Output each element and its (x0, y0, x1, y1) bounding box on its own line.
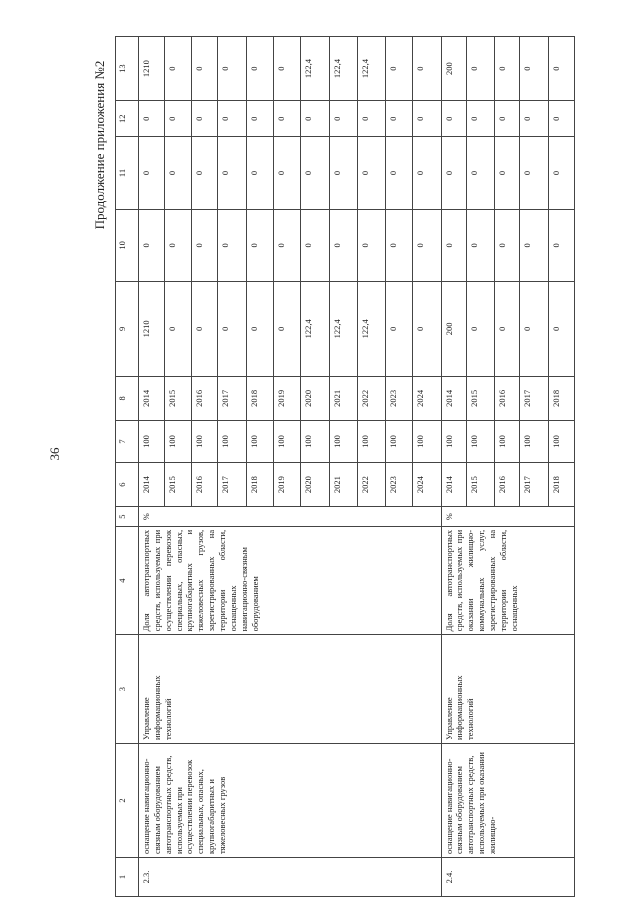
cell-c10: 0 (549, 209, 575, 281)
cell-c13: 0 (246, 37, 273, 101)
cell-c9: 0 (246, 282, 273, 377)
cell-y: 2019 (273, 462, 300, 507)
cell-c11: 0 (329, 137, 358, 209)
cell-y: 2021 (329, 462, 358, 507)
cell-c13: 0 (549, 37, 575, 101)
cell-y2: 2014 (138, 376, 164, 421)
cell-c9: 0 (217, 282, 246, 377)
cell-base: 100 (246, 421, 273, 463)
unit-cell: % (138, 507, 441, 526)
measure-name: оснащение навигационно-связным оборудованием автотранспортных средств, используемых при осуществлении перевозок специальных, опасных, крупногабаритных и тяжеловесных грузов (138, 743, 441, 857)
cell-c9: 122,4 (301, 282, 330, 377)
cell-c9: 0 (549, 282, 575, 377)
cell-c10: 0 (164, 209, 191, 281)
cell-base: 100 (329, 421, 358, 463)
cell-c10: 0 (467, 209, 494, 281)
cell-c13: 0 (164, 37, 191, 101)
cell-y2: 2014 (441, 376, 467, 421)
cell-c10: 0 (192, 209, 218, 281)
cell-c12: 0 (138, 101, 164, 137)
cell-c12: 0 (520, 101, 549, 137)
cell-y2: 2024 (412, 376, 441, 421)
cell-c11: 0 (301, 137, 330, 209)
cell-c12: 0 (412, 101, 441, 137)
table-row (138, 37, 164, 897)
cell-c12: 0 (385, 101, 412, 137)
cell-c10: 0 (273, 209, 300, 281)
cell-c10: 0 (246, 209, 273, 281)
cell-c11: 0 (467, 137, 494, 209)
cell-c11: 0 (192, 137, 218, 209)
cell-c9: 0 (273, 282, 300, 377)
column-header: 1 (116, 858, 139, 897)
cell-base: 100 (301, 421, 330, 463)
cell-c11: 0 (385, 137, 412, 209)
cell-c13: 0 (412, 37, 441, 101)
cell-c12: 0 (329, 101, 358, 137)
cell-c13: 0 (467, 37, 494, 101)
cell-c9: 122,4 (329, 282, 358, 377)
cell-c10: 0 (412, 209, 441, 281)
cell-c12: 0 (549, 101, 575, 137)
cell-c11: 0 (441, 137, 467, 209)
cell-y2: 2016 (494, 376, 520, 421)
cell-y: 2024 (412, 462, 441, 507)
cell-c12: 0 (273, 101, 300, 137)
cell-c9: 0 (192, 282, 218, 377)
cell-y: 2015 (164, 462, 191, 507)
cell-y: 2017 (217, 462, 246, 507)
cell-y: 2018 (246, 462, 273, 507)
cell-c13: 0 (273, 37, 300, 101)
column-header: 5 (116, 507, 139, 526)
cell-base: 100 (192, 421, 218, 463)
responsible-body: Управление информационных технологий (138, 635, 441, 744)
column-header: 8 (116, 376, 139, 421)
cell-y2: 2018 (549, 376, 575, 421)
cell-c11: 0 (217, 137, 246, 209)
cell-c12: 0 (164, 101, 191, 137)
cell-y: 2022 (358, 462, 385, 507)
cell-c13: 0 (192, 37, 218, 101)
data-table-wrapper (115, 36, 575, 897)
cell-c9: 0 (385, 282, 412, 377)
cell-y: 2017 (520, 462, 549, 507)
cell-y2: 2015 (467, 376, 494, 421)
cell-c10: 0 (358, 209, 385, 281)
cell-base: 100 (520, 421, 549, 463)
cell-c11: 0 (138, 137, 164, 209)
cell-c13: 122,4 (301, 37, 330, 101)
cell-base: 100 (549, 421, 575, 463)
cell-c10: 0 (217, 209, 246, 281)
row-number: 2.3. (138, 858, 441, 897)
column-header: 10 (116, 209, 139, 281)
cell-y2: 2020 (301, 376, 330, 421)
cell-c12: 0 (358, 101, 385, 137)
cell-c9: 0 (467, 282, 494, 377)
column-header: 4 (116, 526, 139, 635)
cell-base: 100 (164, 421, 191, 463)
cell-y: 2016 (494, 462, 520, 507)
cell-c12: 0 (217, 101, 246, 137)
appendix-title: Продолжение приложения №2 (92, 60, 107, 230)
unit-cell: % (441, 507, 574, 526)
cell-c10: 0 (301, 209, 330, 281)
cell-base: 100 (412, 421, 441, 463)
cell-y: 2014 (138, 462, 164, 507)
cell-c9: 0 (164, 282, 191, 377)
cell-c13: 0 (385, 37, 412, 101)
cell-c9: 122,4 (358, 282, 385, 377)
cell-base: 100 (273, 421, 300, 463)
cell-y2: 2017 (217, 376, 246, 421)
table-row (441, 37, 467, 897)
cell-base: 100 (467, 421, 494, 463)
cell-c12: 0 (494, 101, 520, 137)
cell-c13: 0 (494, 37, 520, 101)
cell-c9: 1210 (138, 282, 164, 377)
column-header: 2 (116, 743, 139, 857)
cell-base: 100 (138, 421, 164, 463)
cell-c9: 200 (441, 282, 467, 377)
cell-c13: 1210 (138, 37, 164, 101)
cell-c13: 0 (520, 37, 549, 101)
cell-y: 2016 (192, 462, 218, 507)
cell-base: 100 (441, 421, 467, 463)
cell-c10: 0 (385, 209, 412, 281)
indicator-name: Доля автотранспортных средств, используемых при оказании жилищно-коммунальных услуг, зарегистрированных на территории области, оснащенных (441, 526, 574, 635)
cell-c11: 0 (358, 137, 385, 209)
column-header: 7 (116, 421, 139, 463)
cell-c10: 0 (441, 209, 467, 281)
cell-c10: 0 (520, 209, 549, 281)
cell-c9: 0 (520, 282, 549, 377)
column-header: 9 (116, 282, 139, 377)
cell-c12: 0 (467, 101, 494, 137)
cell-c13: 200 (441, 37, 467, 101)
cell-c12: 0 (246, 101, 273, 137)
indicator-name: Доля автотранспортных средств, используемых при осуществлении перевозок специальных, опасных, крупногабаритных и тяжеловесных грузов, зарегистрированных на территории области, оснащенных навигационно-связным оборудованием (138, 526, 441, 635)
cell-c11: 0 (246, 137, 273, 209)
cell-c11: 0 (520, 137, 549, 209)
responsible-body: Управление информационных технологий (441, 635, 574, 744)
cell-y: 2015 (467, 462, 494, 507)
cell-c11: 0 (494, 137, 520, 209)
cell-y: 2018 (549, 462, 575, 507)
cell-c12: 0 (301, 101, 330, 137)
cell-c10: 0 (329, 209, 358, 281)
cell-c13: 122,4 (358, 37, 385, 101)
cell-base: 100 (217, 421, 246, 463)
cell-c9: 0 (412, 282, 441, 377)
column-header: 3 (116, 635, 139, 744)
column-header: 11 (116, 137, 139, 209)
column-header: 6 (116, 462, 139, 507)
cell-y2: 2018 (246, 376, 273, 421)
column-header: 12 (116, 101, 139, 137)
data-table (115, 36, 575, 897)
cell-y2: 2022 (358, 376, 385, 421)
measure-name: оснащение навигационно-связным оборудованием автотранспортных средств, используемых при оказании жилищно- (441, 743, 574, 857)
cell-base: 100 (358, 421, 385, 463)
cell-c10: 0 (138, 209, 164, 281)
row-number: 2.4. (441, 858, 574, 897)
cell-y: 2020 (301, 462, 330, 507)
header-row (116, 37, 139, 897)
cell-c11: 0 (549, 137, 575, 209)
cell-c11: 0 (273, 137, 300, 209)
cell-c12: 0 (192, 101, 218, 137)
cell-y: 2014 (441, 462, 467, 507)
cell-y2: 2017 (520, 376, 549, 421)
cell-c9: 0 (494, 282, 520, 377)
cell-y: 2023 (385, 462, 412, 507)
cell-y2: 2019 (273, 376, 300, 421)
cell-c13: 0 (217, 37, 246, 101)
cell-c11: 0 (164, 137, 191, 209)
cell-y2: 2021 (329, 376, 358, 421)
cell-y2: 2023 (385, 376, 412, 421)
cell-base: 100 (494, 421, 520, 463)
cell-c10: 0 (494, 209, 520, 281)
cell-c13: 122,4 (329, 37, 358, 101)
cell-c11: 0 (412, 137, 441, 209)
cell-y2: 2015 (164, 376, 191, 421)
cell-y2: 2016 (192, 376, 218, 421)
page-number: 36 (47, 447, 62, 461)
cell-c12: 0 (441, 101, 467, 137)
cell-base: 100 (385, 421, 412, 463)
column-header: 13 (116, 37, 139, 101)
